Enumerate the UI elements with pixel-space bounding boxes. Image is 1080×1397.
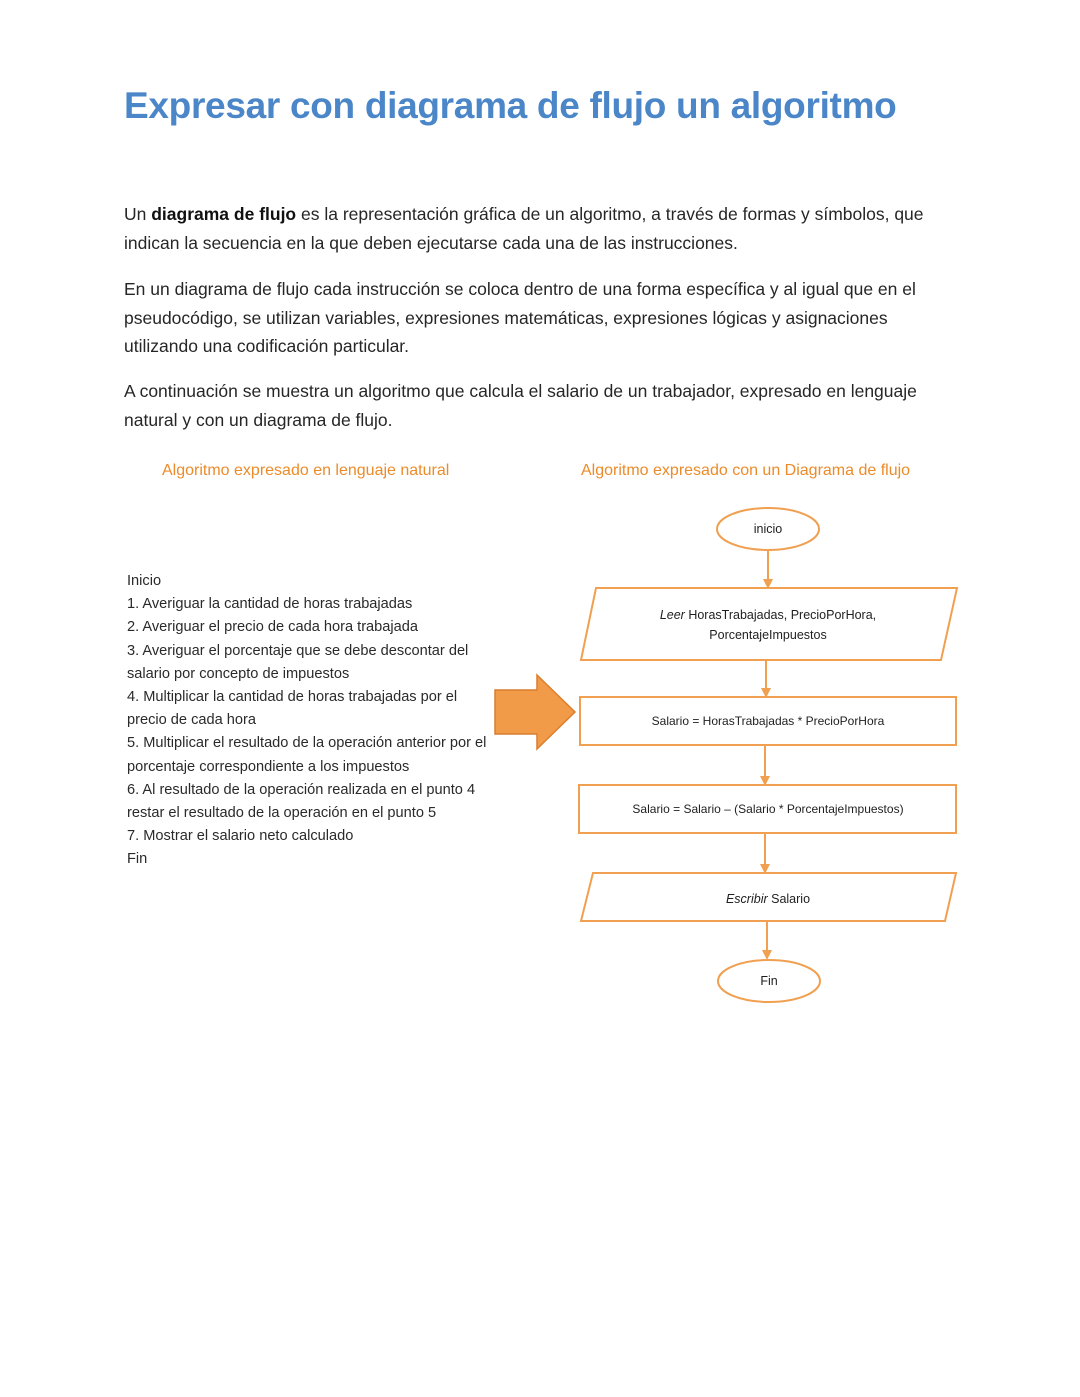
natural-language-algorithm [127,570,499,872]
process-2-label: Salario = Salario – (Salario * PorcentajeImpuestos) [632,802,904,816]
natural-step: Fin [127,851,148,868]
write-keyword: Escribir [725,892,768,906]
natural-step: 7. Mostrar el salario neto calculado [127,828,354,845]
intro-paragraph-1 [124,200,964,257]
natural-step: 1. Averiguar la cantidad de horas trabajadas [127,596,413,613]
natural-step: 6. Al resultado de la operación realizada en el punto 4 restar el resultado de la operación en el punto 5 [127,781,476,822]
intro-paragraph-3: A continuación se muestra un algoritmo que calcula el salario de un trabajador, expresado en lenguaje natural y con un diagrama de flujo. [124,381,917,430]
write-rest: Salario [767,892,811,906]
read-line-2: PorcentajeImpuestos [709,628,827,642]
intro-p1-post: es la representación gráfica de un algoritmo, a través de formas y símbolos, que indican la secuencia en la que deben ejecutarse cada una de las instrucciones. [124,204,924,253]
natural-step: 5. Multiplicar el resultado de la operación anterior por el porcentaje correspondiente a los impuestos [127,735,487,775]
intro-p1-bold: diagrama de flujo [151,204,297,224]
natural-step: Inicio [127,573,162,589]
intro-p1-pre: Un [124,204,152,224]
left-heading: Algoritmo expresado en lenguaje natural [162,462,450,479]
right-heading: Algoritmo expresado con un Diagrama de flujo [581,462,911,479]
natural-step: 3. Averiguar el porcentaje que se debe descontar del salario por concepto de impuestos [127,642,469,682]
end-label: Fin [760,974,778,988]
natural-step: 4. Multiplicar la cantidad de horas trabajadas por el precio de cada hora [127,689,458,729]
big-right-arrow-icon [495,675,575,749]
start-label: inicio [753,522,783,536]
intro-paragraph-2: En un diagrama de flujo cada instrucción se coloca dentro de una forma específica y al igual que en el pseudocódigo, se utilizan variables, expresiones matemáticas, expresiones lógicas y asignaciones utilizando una codificación particular. [124,279,916,356]
process-1-label: Salario = HorasTrabajadas * PrecioPorHora [651,714,885,728]
flowchart [490,500,970,1010]
page-title: Expresar con diagrama de flujo un algoritmo [124,84,897,126]
natural-step: 2. Averiguar el precio de cada hora trabajada [127,619,418,636]
read-vars-1: HorasTrabajadas, PrecioPorHora, [684,608,877,622]
read-keyword: Leer [659,608,685,622]
write-label [726,892,810,906]
read-line-1 [660,608,876,622]
input-parallelogram [581,588,957,660]
